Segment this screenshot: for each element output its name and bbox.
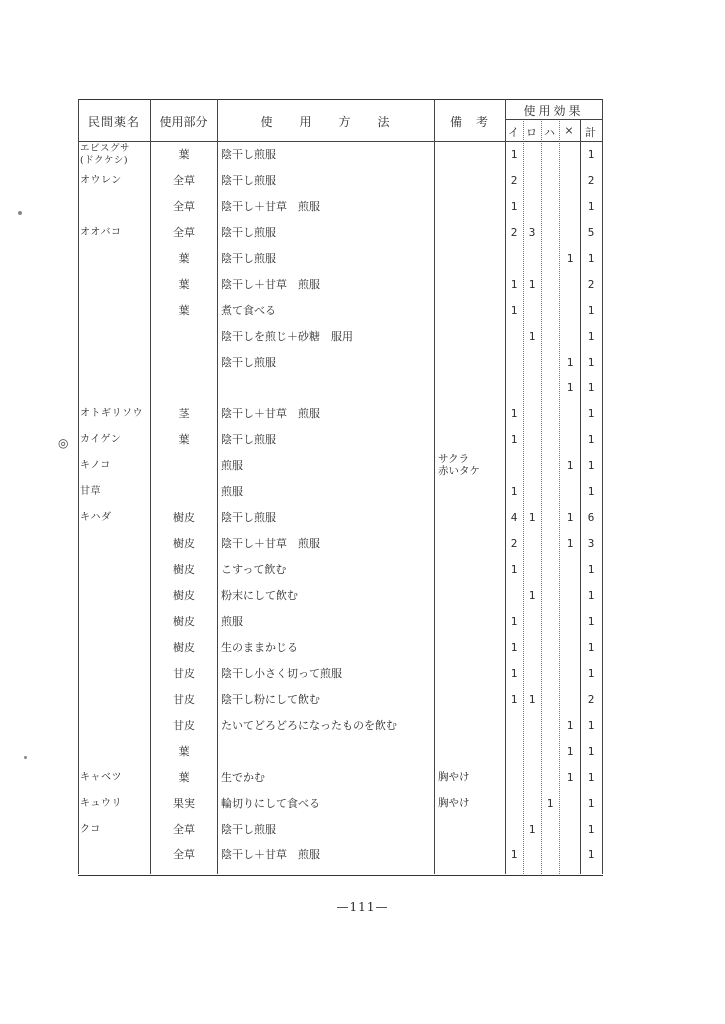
- row-name: 甘草: [80, 486, 101, 497]
- row-effect-e1: 1: [510, 563, 518, 576]
- row-part: 葉: [178, 278, 190, 291]
- row-effect-total: 1: [587, 304, 595, 317]
- row-part: 葉: [178, 252, 190, 265]
- row-effect-total: 1: [587, 356, 595, 369]
- row-name: キハダ: [80, 512, 112, 523]
- row-effect-total: 1: [587, 330, 595, 343]
- header-divider: [505, 119, 602, 120]
- row-effect-e1: 1: [510, 667, 518, 680]
- row-effect-e4: 1: [566, 537, 574, 550]
- row-effect-e2: 1: [528, 278, 536, 291]
- row-effect-total: 1: [587, 797, 595, 810]
- header-bottom-rule: [78, 141, 603, 142]
- row-effect-e4: 1: [566, 719, 574, 732]
- row-name: キュウリ: [80, 798, 122, 809]
- row-part: 葉: [178, 433, 190, 446]
- row-part: 葉: [178, 148, 190, 161]
- row-effect-total: 1: [587, 252, 595, 265]
- row-name: クコ: [80, 824, 101, 835]
- header-method: 使 用 方 法: [260, 115, 391, 129]
- row-part: 葉: [178, 745, 190, 758]
- row-effect-total: 1: [587, 459, 595, 472]
- row-method: たいてどろどろになったものを飲む: [221, 719, 397, 732]
- row-effect-total: 1: [587, 200, 595, 213]
- row-effect-e2: 3: [528, 226, 536, 239]
- row-method: 陰干し煎服: [221, 356, 276, 369]
- row-effect-e1: 1: [510, 433, 518, 446]
- row-effect-total: 1: [587, 823, 595, 836]
- row-effect-e2: 1: [528, 823, 536, 836]
- row-effect-total: 1: [587, 485, 595, 498]
- paper-speck: [24, 756, 27, 759]
- row-effect-e1: 4: [510, 511, 518, 524]
- table-divider: [434, 99, 435, 874]
- row-name: キャベツ: [80, 772, 122, 783]
- row-effect-e4: 1: [566, 252, 574, 265]
- row-effect-total: 1: [587, 148, 595, 161]
- row-method: 陰干し煎服: [221, 174, 276, 187]
- row-part: 茎: [178, 407, 190, 420]
- row-note: 胸やけ: [438, 771, 470, 783]
- row-note: サクラ 赤いタケ: [438, 453, 480, 477]
- row-effect-e1: 1: [510, 278, 518, 291]
- row-effect-e2: 1: [528, 330, 536, 343]
- row-effect-e1: 1: [510, 615, 518, 628]
- row-method: 陰干し＋甘草 煎服: [221, 200, 320, 213]
- row-effect-total: 2: [587, 693, 595, 706]
- row-part: 甘皮: [173, 693, 195, 706]
- table-border-left: [78, 99, 79, 874]
- row-method: 煎服: [221, 485, 243, 498]
- row-effect-e4: 1: [566, 771, 574, 784]
- row-part: 全草: [173, 823, 195, 836]
- header-note: 備 考: [449, 115, 489, 129]
- row-effect-total: 1: [587, 667, 595, 680]
- header-effect-total: 計: [585, 126, 597, 139]
- row-name: エビスグサ (ドクケシ): [80, 143, 131, 166]
- header-effect-i: イ: [508, 126, 520, 139]
- row-method: 陰干し＋甘草 煎服: [221, 537, 320, 550]
- row-effect-total: 1: [587, 381, 595, 394]
- row-name: カイゲン: [80, 434, 122, 445]
- row-part: 樹皮: [173, 511, 195, 524]
- row-part: 葉: [178, 304, 190, 317]
- row-effect-total: 1: [587, 641, 595, 654]
- row-effect-total: 2: [587, 278, 595, 291]
- row-effect-e1: 1: [510, 148, 518, 161]
- table-divider: [523, 119, 524, 874]
- header-effect: 使用効果: [523, 104, 584, 118]
- row-effect-total: 1: [587, 719, 595, 732]
- row-effect-e2: 1: [528, 693, 536, 706]
- row-effect-total: 1: [587, 848, 595, 861]
- row-part: 全草: [173, 848, 195, 861]
- row-effect-total: 2: [587, 174, 595, 187]
- row-method: 陰干し煎服: [221, 148, 276, 161]
- row-part: 甘皮: [173, 719, 195, 732]
- row-effect-e1: 2: [510, 537, 518, 550]
- table-divider: [150, 99, 151, 874]
- row-effect-e1: 1: [510, 641, 518, 654]
- row-effect-e4: 1: [566, 511, 574, 524]
- row-method: 陰干し小さく切って煎服: [221, 667, 342, 680]
- row-method: 煎服: [221, 615, 243, 628]
- row-method: 陰干し煎服: [221, 511, 276, 524]
- row-part: 甘皮: [173, 667, 195, 680]
- row-effect-e1: 1: [510, 304, 518, 317]
- row-effect-total: 1: [587, 745, 595, 758]
- table-divider: [217, 99, 218, 874]
- header-effect-x: ×: [564, 124, 575, 137]
- row-method: 陰干し粉にして飲む: [221, 693, 320, 706]
- row-method: 陰干し煎服: [221, 252, 276, 265]
- row-effect-e1: 1: [510, 200, 518, 213]
- page-number: —111—: [336, 900, 389, 914]
- table-border-right: [602, 99, 603, 874]
- row-part: 果実: [173, 797, 195, 810]
- row-name: オオバコ: [80, 227, 122, 238]
- row-effect-total: 3: [587, 537, 595, 550]
- row-method: 煮て食べる: [221, 304, 276, 317]
- row-effect-total: 1: [587, 615, 595, 628]
- row-name: オトギリソウ: [80, 408, 143, 419]
- row-effect-total: 1: [587, 589, 595, 602]
- row-part: 樹皮: [173, 563, 195, 576]
- row-method: 陰干し＋甘草 煎服: [221, 848, 320, 861]
- row-part: 樹皮: [173, 537, 195, 550]
- row-method: 陰干し煎服: [221, 823, 276, 836]
- row-part: 全草: [173, 174, 195, 187]
- row-name: オウレン: [80, 175, 122, 186]
- row-method: 陰干し＋甘草 煎服: [221, 278, 320, 291]
- row-method: 生でかむ: [221, 771, 265, 784]
- table-divider: [559, 119, 560, 874]
- row-method: 輪切りにして食べる: [221, 797, 320, 810]
- row-effect-e1: 1: [510, 693, 518, 706]
- header-part: 使用部分: [159, 115, 208, 129]
- row-method: こすって飲む: [221, 563, 287, 576]
- row-effect-e1: 2: [510, 226, 518, 239]
- row-effect-total: 1: [587, 563, 595, 576]
- row-method: 粉末にして飲む: [221, 589, 298, 602]
- row-part: 樹皮: [173, 641, 195, 654]
- row-effect-total: 6: [587, 511, 595, 524]
- row-method: 陰干し＋甘草 煎服: [221, 407, 320, 420]
- header-name: 民間薬名: [87, 115, 140, 129]
- row-method: 生のままかじる: [221, 641, 298, 654]
- row-name: キノコ: [80, 460, 111, 471]
- row-effect-total: 1: [587, 407, 595, 420]
- table-divider: [580, 119, 581, 874]
- row-part: 全草: [173, 226, 195, 239]
- row-effect-e1: 1: [510, 485, 518, 498]
- row-effect-e1: 1: [510, 407, 518, 420]
- row-note: 胸やけ: [438, 797, 470, 809]
- row-effect-e4: 1: [566, 745, 574, 758]
- row-part: 葉: [178, 771, 190, 784]
- row-method: 陰干しを煎じ＋砂糖 服用: [221, 330, 353, 343]
- row-method: 陰干し煎服: [221, 433, 276, 446]
- row-effect-e2: 1: [528, 511, 536, 524]
- row-method: 煎服: [221, 459, 243, 472]
- table-divider: [541, 119, 542, 874]
- header-effect-ha: ハ: [544, 126, 556, 139]
- row-effect-e1: 2: [510, 174, 518, 187]
- row-effect-e4: 1: [566, 381, 574, 394]
- table-divider: [505, 99, 506, 874]
- row-part: 全草: [173, 200, 195, 213]
- row-effect-e1: 1: [510, 848, 518, 861]
- row-effect-total: 1: [587, 771, 595, 784]
- row-effect-e3: 1: [546, 797, 554, 810]
- row-method: 陰干し煎服: [221, 226, 276, 239]
- row-effect-total: 1: [587, 433, 595, 446]
- row-effect-e2: 1: [528, 589, 536, 602]
- row-part: 樹皮: [173, 615, 195, 628]
- paper-speck: [18, 211, 22, 215]
- row-effect-e4: 1: [566, 459, 574, 472]
- header-effect-ro: ロ: [526, 126, 538, 139]
- row-effect-total: 5: [587, 226, 595, 239]
- row-part: 樹皮: [173, 589, 195, 602]
- margin-mark: ◎: [58, 436, 69, 450]
- row-effect-e4: 1: [566, 356, 574, 369]
